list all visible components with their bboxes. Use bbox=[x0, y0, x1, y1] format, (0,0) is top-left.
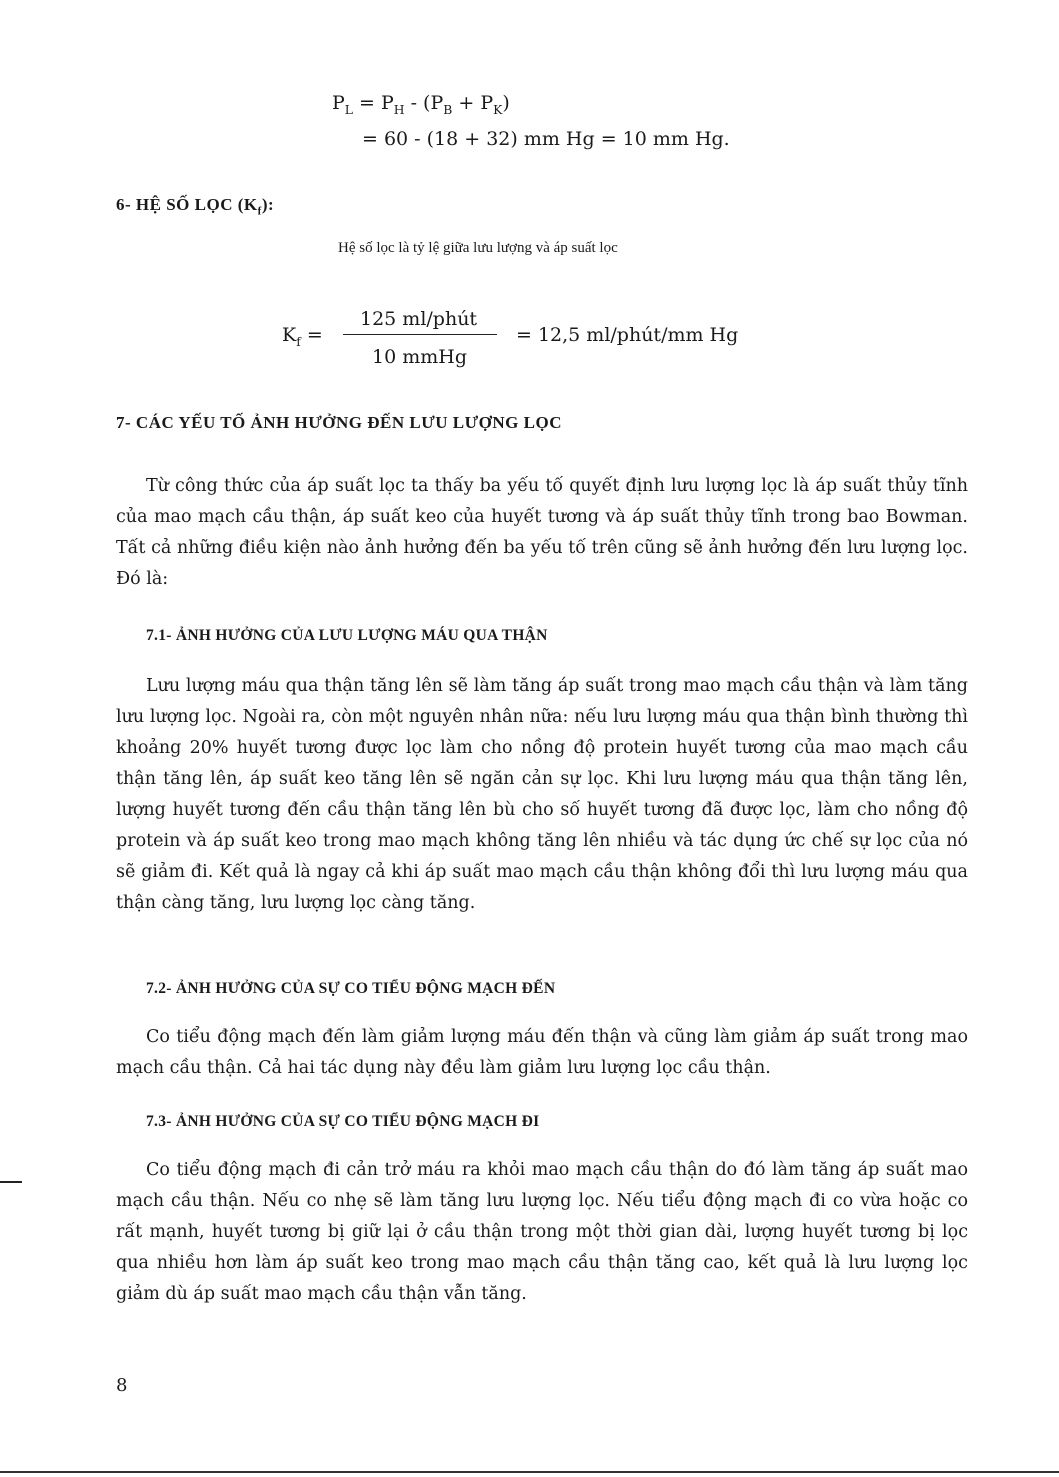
kf-result: = 12,5 ml/phút/mm Hg bbox=[516, 324, 739, 346]
kf-denominator: 10 mmHg bbox=[372, 346, 467, 368]
section6-title-suffix: ): bbox=[261, 195, 275, 214]
eq-symbol: - (P bbox=[404, 92, 444, 114]
kf-label bbox=[282, 324, 323, 349]
sub2-title: 7.2- ẢNH HƯỞNG CỦA SỰ CO TIỂU ĐỘNG MẠCH ĐẾN bbox=[146, 980, 556, 997]
kf-symbol: K bbox=[282, 324, 297, 346]
fraction-bar bbox=[343, 334, 497, 335]
margin-mark bbox=[0, 1181, 22, 1183]
section7-intro: Từ công thức của áp suất lọc ta thấy ba yếu tố quyết định lưu lượng lọc là áp suất thủy tĩnh của mao mạch cầu thận, áp suất keo của huyết tương và áp suất thủy tĩnh trong bao Bowman. Tất cả những điều kiện nào ảnh hưởng đến ba yếu tố trên cũng sẽ ảnh hưởng đến lưu lượng lọc. Đó là: bbox=[116, 476, 968, 589]
sub1-title: 7.1- ẢNH HƯỞNG CỦA LƯU LƯỢNG MÁU QUA THẬN bbox=[146, 627, 548, 644]
equation-pl-line1 bbox=[332, 92, 510, 117]
kf-sub: f bbox=[296, 334, 301, 349]
kf-equals: = bbox=[300, 324, 323, 346]
sub1-text: Lưu lượng máu qua thận tăng lên sẽ làm tăng áp suất trong mao mạch cầu thận và làm tăng lưu lượng lọc. Ngoài ra, còn một nguyên nhân nữa: nếu lưu lượng máu qua thận bình thường thì khoảng 20% huyết tương được lọc làm cho nồng độ protein huyết tương của mao mạch cầu thận tăng lên, áp suất keo tăng lên sẽ ngăn cản sự lọc. Khi lưu lượng máu qua thận tăng lên, lượng huyết tương đến cầu thận tăng lên bù cho số huyết tương đã được lọc, làm cho nồng độ protein và áp suất keo trong mao mạch không tăng lên nhiều và tác dụng ức chế sự lọc của nó sẽ giảm đi. Kết quả là ngay cả khi áp suất mao mạch cầu thận không đổi thì lưu lượng máu qua thận càng tăng, lưu lượng lọc càng tăng. bbox=[116, 676, 968, 913]
eq-sub: H bbox=[393, 102, 405, 117]
kf-numerator: 125 ml/phút bbox=[360, 308, 478, 330]
eq-symbol: ) bbox=[502, 92, 510, 114]
page-number: 8 bbox=[116, 1375, 128, 1396]
eq-symbol: + P bbox=[452, 92, 494, 114]
section6-title-sub: f bbox=[257, 205, 262, 218]
section6-title bbox=[116, 195, 274, 217]
section6-definition: Hệ số lọc là tỷ lệ giữa lưu lượng và áp suất lọc bbox=[338, 240, 618, 256]
eq-symbol: P bbox=[332, 92, 345, 114]
eq-sub: K bbox=[493, 102, 503, 117]
sub3-text: Co tiểu động mạch đi cản trở máu ra khỏi mao mạch cầu thận do đó làm tăng áp suất mao mạch cầu thận. Nếu co nhẹ sẽ làm tăng lưu lượng lọc. Nếu tiểu động mạch đi co vừa hoặc co rất mạnh, huyết tương bị giữ lại ở cầu thận trong một thời gian dài, lượng huyết tương bị lọc qua nhiều hơn làm áp suất keo trong mao mạch cầu thận tăng cao, kết quả là lưu lượng lọc giảm dù áp suất mao mạch cầu thận vẫn tăng. bbox=[116, 1160, 968, 1304]
eq-sub: L bbox=[344, 102, 353, 117]
section6-title-text: 6- HỆ SỐ LỌC (K bbox=[116, 195, 258, 214]
section7-title: 7- CÁC YẾU TỐ ẢNH HƯỞNG ĐẾN LƯU LƯỢNG LỌC bbox=[116, 413, 562, 432]
sub3-title: 7.3- ẢNH HƯỞNG CỦA SỰ CO TIỂU ĐỘNG MẠCH ĐI bbox=[146, 1113, 540, 1130]
eq-symbol: = P bbox=[353, 92, 394, 114]
eq-sub: B bbox=[443, 102, 453, 117]
equation-pl-line2: = 60 - (18 + 32) mm Hg = 10 mm Hg. bbox=[362, 128, 730, 150]
sub2-text: Co tiểu động mạch đến làm giảm lượng máu đến thận và cũng làm giảm áp suất trong mao mạch cầu thận. Cả hai tác dụng này đều làm giảm lưu lượng lọc cầu thận. bbox=[116, 1027, 968, 1078]
bottom-rule bbox=[0, 1471, 1059, 1473]
